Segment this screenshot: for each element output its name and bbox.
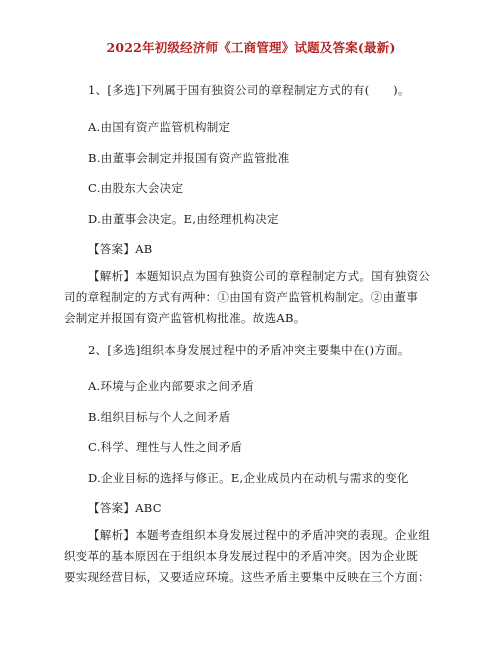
question-1-option-a: A.由国有资产监管机构制定: [88, 120, 231, 134]
question-1-option-d: D.由董事会决定。E,由经理机构决定: [88, 212, 279, 226]
question-1-analysis-line: 【解析】本题知识点为国有独资公司的章程制定方式。国有独资公: [88, 269, 431, 283]
question-2-option-d: D.企业目标的选择与修正。E,企业成员内在动机与需求的变化: [88, 471, 409, 485]
question-2-answer: 【答案】ABC: [88, 501, 162, 515]
question-1-answer: 【答案】AB: [88, 242, 153, 256]
question-2-option-b: B.组织目标与个人之间矛盾: [88, 410, 231, 424]
question-2-analysis-line: 织变革的基本原因在于组织本身发展过程中的矛盾冲突。因为企业既: [64, 549, 418, 563]
question-2-option-c: C.科学、理性与人性之间矛盾: [88, 440, 243, 454]
question-2-analysis-line: 【解析】本题考查组织本身发展过程中的矛盾冲突的表现。企业组: [88, 528, 431, 542]
document-title: 2022年初级经济师《工商管理》试题及答案(最新): [106, 40, 396, 55]
question-1-option-b: B.由董事会制定并报国有资产监管批准: [88, 151, 290, 165]
question-1-option-c: C.由股东大会决定: [88, 181, 184, 195]
question-2-option-a: A.环境与企业内部要求之间矛盾: [88, 379, 254, 393]
question-1-analysis-line: 会制定并报国有资产监管机构批准。故选AB。: [64, 311, 306, 325]
question-1-analysis-line: 司的章程制定的方式有两种：①由国有资产监管机构制定。②由董事: [64, 290, 418, 304]
question-2-stem: 2、[多选]组织本身发展过程中的矛盾冲突主要集中在()方面。: [88, 343, 410, 357]
question-1-stem: 1、[多选]下列属于国有独资公司的章程制定方式的有( )。: [88, 83, 410, 97]
question-2-analysis-line: 要实现经营目标，又要适应环境。这些矛盾主要集中反映在三个方面：: [64, 570, 430, 584]
